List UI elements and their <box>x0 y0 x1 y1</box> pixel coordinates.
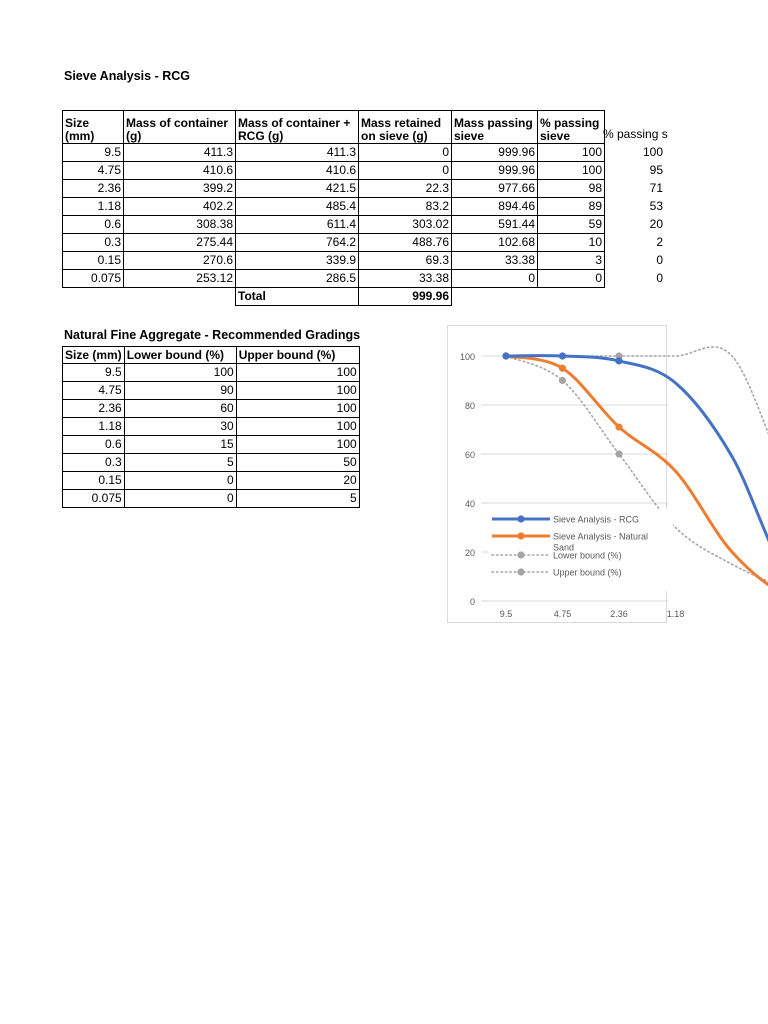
table-cell[interactable]: 0.3 <box>63 454 125 472</box>
legend-marker <box>517 568 524 575</box>
table-cell[interactable]: 0.6 <box>63 216 124 234</box>
table-cell[interactable]: 5 <box>124 454 236 472</box>
table-row <box>63 144 605 162</box>
table-cell[interactable]: 89 <box>538 198 605 216</box>
table-row <box>63 436 360 454</box>
data-point <box>559 365 566 372</box>
table-row <box>63 180 605 198</box>
data-point <box>559 352 566 359</box>
recommended-gradings-table <box>62 346 360 508</box>
table-cell[interactable]: 100 <box>236 436 359 454</box>
table-cell[interactable]: 0 <box>452 270 538 288</box>
legend-marker <box>517 551 524 558</box>
table-cell[interactable]: 100 <box>538 162 605 180</box>
table-row <box>63 400 360 418</box>
table-cell[interactable]: 100 <box>538 144 605 162</box>
data-point <box>502 352 509 359</box>
extra-percent-passing-column <box>603 125 666 287</box>
table-cell[interactable]: 4.75 <box>63 382 125 400</box>
table-cell[interactable]: 270.6 <box>124 252 236 270</box>
grading-chart-svg <box>448 326 685 624</box>
table-cell[interactable]: 0.6 <box>63 436 125 454</box>
legend-label-line: Sand <box>553 542 575 553</box>
table-cell[interactable]: 308.38 <box>124 216 236 234</box>
table-row <box>63 162 605 180</box>
data-point <box>615 450 622 457</box>
table-cell[interactable]: 0 <box>124 490 236 508</box>
table-cell[interactable]: 2.36 <box>63 180 124 198</box>
data-point <box>559 377 566 384</box>
table-cell[interactable]: 100 <box>236 418 359 436</box>
column-header-lower-bound[interactable]: Lower bound (%) <box>124 347 236 364</box>
column-header-size[interactable]: Size (mm) <box>63 347 125 364</box>
y-tick-label: 0 <box>469 597 475 607</box>
table-cell[interactable]: 421.5 <box>236 180 359 198</box>
table-cell[interactable]: 3 <box>538 252 605 270</box>
table-cell[interactable]: 4.75 <box>63 162 124 180</box>
table-cell[interactable]: 286.5 <box>236 270 359 288</box>
extra-column-header[interactable]: % passing s <box>603 127 668 141</box>
legend-label: Upper bound (%) <box>553 567 622 578</box>
total-row <box>63 288 605 306</box>
table-row <box>63 454 360 472</box>
legend-marker <box>517 515 524 522</box>
table-cell[interactable]: 999.96 <box>452 144 538 162</box>
table-row <box>63 418 360 436</box>
table-cell[interactable]: 33.38 <box>452 252 538 270</box>
x-tick-label: 9.5 <box>499 609 513 619</box>
table-cell[interactable]: 0 <box>359 162 452 180</box>
table-cell[interactable]: 485.4 <box>236 198 359 216</box>
table-cell[interactable]: 1.18 <box>63 418 125 436</box>
y-tick-label: 40 <box>464 499 475 509</box>
table-cell[interactable]: 764.2 <box>236 234 359 252</box>
extra-cell[interactable]: 0 <box>656 271 663 285</box>
sieve-analysis-table <box>62 110 605 306</box>
table-row <box>63 364 360 382</box>
table-cell[interactable]: 253.12 <box>124 270 236 288</box>
table-cell[interactable]: 411.3 <box>236 144 359 162</box>
total-value[interactable]: 999.96 <box>359 288 452 306</box>
table-row <box>63 382 360 400</box>
table-cell[interactable]: 2.36 <box>63 400 125 418</box>
column-header-container-rcg-mass[interactable]: Mass of container + RCG (g) <box>236 111 359 144</box>
extra-cell[interactable]: 95 <box>649 163 663 177</box>
table-cell[interactable]: 69.3 <box>359 252 452 270</box>
column-header-upper-bound[interactable]: Upper bound (%) <box>236 347 359 364</box>
header-row <box>63 111 605 144</box>
column-header-mass-passing[interactable]: Mass passing sieve <box>452 111 538 144</box>
y-tick-label: 100 <box>459 352 475 362</box>
sieve-analysis-title: Sieve Analysis - RCG <box>64 69 190 83</box>
grading-chart[interactable] <box>447 325 685 623</box>
data-point <box>615 423 622 430</box>
x-tick-label: 4.75 <box>553 609 572 619</box>
table-row <box>63 216 605 234</box>
table-cell[interactable]: 1.18 <box>63 198 124 216</box>
extra-cell[interactable]: 100 <box>642 145 663 159</box>
table-cell[interactable]: 102.68 <box>452 234 538 252</box>
table-cell[interactable]: 100 <box>236 364 359 382</box>
table-cell[interactable]: 0.15 <box>63 252 124 270</box>
header-row <box>63 347 360 364</box>
table-cell[interactable]: 100 <box>236 400 359 418</box>
table-cell[interactable]: 410.6 <box>124 162 236 180</box>
extra-cell[interactable]: 53 <box>649 199 663 213</box>
empty-cell[interactable] <box>124 288 236 306</box>
table-row <box>63 490 360 508</box>
table-cell[interactable]: 275.44 <box>124 234 236 252</box>
table-cell[interactable]: 894.46 <box>452 198 538 216</box>
total-label[interactable]: Total <box>236 288 359 306</box>
empty-cell[interactable] <box>63 288 124 306</box>
legend-label-line: Sieve Analysis - Natural <box>553 531 649 542</box>
column-header-percent-passing[interactable]: % passing sieve <box>538 111 605 144</box>
table-cell[interactable]: 0 <box>359 144 452 162</box>
data-point <box>615 357 622 364</box>
legend-label: Sieve Analysis - RCG <box>553 514 640 525</box>
y-tick-label: 60 <box>464 450 475 460</box>
table-cell[interactable]: 0 <box>538 270 605 288</box>
table-cell[interactable]: 33.38 <box>359 270 452 288</box>
table-cell[interactable]: 30 <box>124 418 236 436</box>
table-cell[interactable]: 15 <box>124 436 236 454</box>
table-cell[interactable]: 410.6 <box>236 162 359 180</box>
table-row <box>63 234 605 252</box>
table-cell[interactable]: 0.15 <box>63 472 125 490</box>
table-cell[interactable]: 100 <box>236 382 359 400</box>
table-row <box>63 252 605 270</box>
table-row <box>63 472 360 490</box>
y-tick-label: 20 <box>464 548 475 558</box>
table-cell[interactable]: 59 <box>538 216 605 234</box>
y-tick-label: 80 <box>464 401 475 411</box>
extra-cell[interactable]: 71 <box>649 181 663 195</box>
table-cell[interactable]: 98 <box>538 180 605 198</box>
table-cell[interactable]: 999.96 <box>452 162 538 180</box>
table-row <box>63 270 605 288</box>
recommended-gradings-title: Natural Fine Aggregate - Recommended Gradings <box>64 328 361 342</box>
column-header-container-mass[interactable]: Mass of container (g) <box>124 111 236 144</box>
table-cell[interactable]: 100 <box>124 364 236 382</box>
table-cell[interactable]: 399.2 <box>124 180 236 198</box>
table-cell[interactable]: 611.4 <box>236 216 359 234</box>
extra-cell[interactable]: 0 <box>656 253 663 267</box>
legend-label: Lower bound (%) <box>553 550 622 561</box>
table-cell[interactable]: 488.76 <box>359 234 452 252</box>
table-cell[interactable]: 90 <box>124 382 236 400</box>
table-cell[interactable]: 339.9 <box>236 252 359 270</box>
table-cell[interactable]: 22.3 <box>359 180 452 198</box>
table-cell[interactable]: 591.44 <box>452 216 538 234</box>
table-cell[interactable]: 20 <box>236 472 359 490</box>
table-cell[interactable]: 303.02 <box>359 216 452 234</box>
table-cell[interactable]: 9.5 <box>63 144 124 162</box>
x-tick-label: 1.18 <box>666 609 685 619</box>
table-cell[interactable]: 0.075 <box>63 270 124 288</box>
legend-marker <box>517 532 524 539</box>
table-cell[interactable]: 402.2 <box>124 198 236 216</box>
table-cell[interactable]: 5 <box>236 490 359 508</box>
table-cell[interactable]: 50 <box>236 454 359 472</box>
extra-cell[interactable]: 2 <box>656 235 663 249</box>
table-cell[interactable]: 411.3 <box>124 144 236 162</box>
table-cell[interactable]: 0.3 <box>63 234 124 252</box>
table-cell[interactable]: 0 <box>124 472 236 490</box>
column-header-size[interactable]: Size (mm) <box>63 111 124 144</box>
table-cell[interactable]: 0.075 <box>63 490 125 508</box>
table-cell[interactable]: 10 <box>538 234 605 252</box>
column-header-mass-retained[interactable]: Mass retained on sieve (g) <box>359 111 452 144</box>
table-cell[interactable]: 60 <box>124 400 236 418</box>
table-cell[interactable]: 9.5 <box>63 364 125 382</box>
table-row <box>63 198 605 216</box>
x-tick-label: 2.36 <box>610 609 628 619</box>
table-cell[interactable]: 977.66 <box>452 180 538 198</box>
table-cell[interactable]: 83.2 <box>359 198 452 216</box>
extra-cell[interactable]: 20 <box>649 217 663 231</box>
